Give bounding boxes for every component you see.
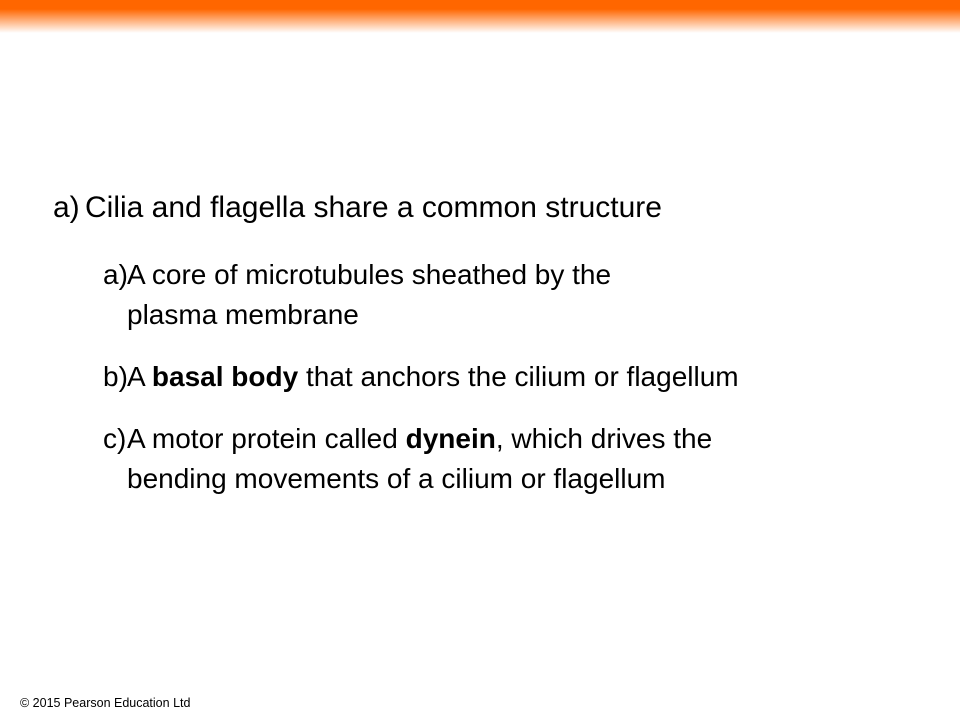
slide-heading: [53, 190, 930, 226]
copyright-notice: © 2015 Pearson Education Ltd: [20, 696, 191, 710]
bold-term: dynein: [405, 423, 496, 454]
list-item: [103, 419, 930, 499]
list-item-marker: c): [103, 423, 127, 454]
list-item: [103, 357, 930, 397]
top-gradient-bar: [0, 0, 960, 35]
text-segment: A: [127, 361, 152, 392]
list-item: [103, 255, 930, 335]
list-item-line: [127, 295, 930, 335]
text-segment: A motor protein called: [127, 423, 406, 454]
heading-text: Cilia and flagella share a common structure: [85, 191, 662, 224]
text-segment: that anchors the cilium or flagellum: [298, 361, 739, 392]
bullet-list: [103, 255, 930, 499]
list-item-line: [103, 357, 930, 397]
list-item-marker: a): [103, 259, 128, 290]
heading-list-marker: a): [53, 191, 80, 224]
list-item-line: [127, 459, 930, 499]
text-segment: plasma membrane: [127, 299, 359, 330]
bold-term: basal body: [151, 361, 299, 392]
text-segment: bending movements of a cilium or flagellum: [127, 463, 666, 494]
text-segment: A core of microtubules sheathed by the: [127, 259, 612, 290]
list-item-line: [103, 419, 930, 459]
list-item-marker: b): [103, 361, 128, 392]
text-segment: , which drives the: [495, 423, 713, 454]
list-item-line: [103, 255, 930, 295]
